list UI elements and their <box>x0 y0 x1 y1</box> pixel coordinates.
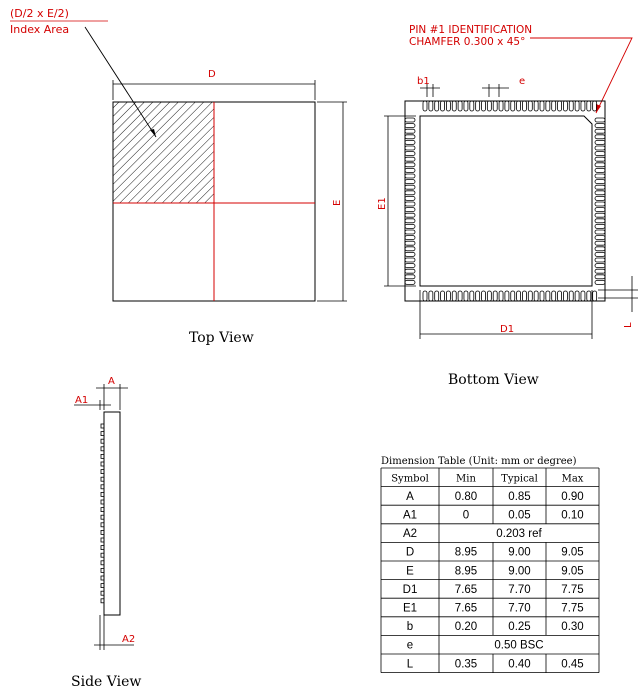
bottom-view-caption: Bottom View <box>448 372 539 388</box>
table-value-cell: 0.10 <box>561 509 584 522</box>
pad <box>405 219 415 223</box>
pad <box>476 291 480 301</box>
pad <box>595 174 605 178</box>
bottom-view-body <box>405 101 605 301</box>
pad <box>405 168 415 172</box>
pad <box>435 291 439 301</box>
pad <box>452 101 456 111</box>
table-symbol-cell: D1 <box>402 583 418 596</box>
table-symbol-cell: E <box>406 565 414 578</box>
pad <box>470 291 474 301</box>
table-value-cell: 0.30 <box>561 621 584 634</box>
pad <box>493 291 497 301</box>
pad <box>405 185 415 189</box>
table-value-cell: 9.00 <box>508 546 531 559</box>
table-symbol-cell: E1 <box>402 602 418 615</box>
pad <box>595 157 605 161</box>
pad <box>493 101 497 111</box>
pad <box>595 146 605 150</box>
pad <box>405 202 415 206</box>
pad <box>405 152 415 156</box>
table-header-cell: Typical <box>501 473 538 485</box>
pad <box>528 101 532 111</box>
pad <box>405 252 415 256</box>
pad <box>595 264 605 268</box>
pad <box>405 180 415 184</box>
pad <box>452 291 456 301</box>
pad <box>546 101 550 111</box>
pad <box>435 101 439 111</box>
pad <box>464 291 468 301</box>
table-title: Dimension Table (Unit: mm or degree) <box>381 456 577 467</box>
pad <box>405 275 415 279</box>
table-header-cell: Min <box>456 473 476 485</box>
dim-b1-label: b1 <box>417 76 430 87</box>
pad <box>595 129 605 133</box>
top-view <box>10 7 347 346</box>
pad <box>595 163 605 167</box>
dim-e1-label: E1 <box>377 197 388 210</box>
pad <box>429 101 433 111</box>
pad <box>405 196 415 200</box>
pad <box>487 101 491 111</box>
pad <box>405 258 415 262</box>
pad <box>595 140 605 144</box>
pad <box>595 252 605 256</box>
pad <box>595 230 605 234</box>
pad <box>522 101 526 111</box>
table-value-cell: 0.05 <box>508 509 531 522</box>
pad <box>482 101 486 111</box>
pad <box>595 219 605 223</box>
table-value-cell: 0.45 <box>561 658 584 671</box>
pad <box>595 180 605 184</box>
pad <box>405 129 415 133</box>
pad <box>552 291 556 301</box>
pad <box>595 241 605 245</box>
side-view-caption: Side View <box>71 674 142 690</box>
pad <box>595 135 605 139</box>
pad <box>446 291 450 301</box>
bottom-view <box>377 24 638 388</box>
pad <box>595 124 605 128</box>
pad <box>470 101 474 111</box>
table-value-cell: 7.65 <box>454 602 478 615</box>
table-value-cell: 7.75 <box>561 583 584 596</box>
pad <box>581 291 585 301</box>
side-view <box>71 376 141 690</box>
pad <box>446 101 450 111</box>
pad <box>595 213 605 217</box>
pin1-note-line2: CHAMFER 0.300 x 45° <box>409 36 526 48</box>
table-value-cell: 0 <box>462 509 470 522</box>
pad <box>405 124 415 128</box>
table-value-cell: 7.70 <box>508 602 531 615</box>
pad <box>405 135 415 139</box>
top-view-caption: Top View <box>189 330 254 346</box>
pad <box>405 236 415 240</box>
pad <box>487 291 491 301</box>
pad <box>581 101 585 111</box>
pad <box>569 101 573 111</box>
table-symbol-cell: A1 <box>402 509 418 522</box>
pad <box>595 280 605 284</box>
pad <box>517 101 521 111</box>
pad <box>458 291 462 301</box>
dim-e-pitch-label: e <box>519 76 526 87</box>
pad <box>511 291 515 301</box>
pads-right-column <box>595 118 605 284</box>
pad <box>405 247 415 251</box>
table-value-cell: 0.20 <box>454 621 478 634</box>
table-symbol-cell: L <box>406 658 414 671</box>
pad <box>528 291 532 301</box>
pad <box>505 101 509 111</box>
table-value-cell: 7.75 <box>561 602 584 615</box>
pad <box>587 291 591 301</box>
index-area-hatch <box>113 102 214 203</box>
pad <box>595 196 605 200</box>
pad <box>441 101 445 111</box>
pad <box>405 280 415 284</box>
pad <box>595 191 605 195</box>
pad <box>595 208 605 212</box>
pad <box>405 264 415 268</box>
table-value-cell: 8.95 <box>454 565 478 578</box>
pad <box>405 140 415 144</box>
table-value-cell: 0.85 <box>508 490 531 503</box>
pad <box>429 291 433 301</box>
dim-a1-label: A1 <box>75 395 89 406</box>
pad <box>517 291 521 301</box>
pad <box>595 258 605 262</box>
pads-top-row <box>423 101 597 111</box>
pad <box>405 191 415 195</box>
table-value-cell: 9.05 <box>561 546 584 559</box>
pad <box>441 291 445 301</box>
dim-l-label: L <box>623 322 634 328</box>
pad <box>595 152 605 156</box>
pad <box>595 275 605 279</box>
table-value-cell: 9.00 <box>508 565 531 578</box>
table-header-cell: Symbol <box>391 473 429 485</box>
pad <box>405 230 415 234</box>
dimension-table <box>381 456 599 673</box>
pad <box>405 208 415 212</box>
table-value-cell: 0.35 <box>454 658 478 671</box>
pad <box>595 224 605 228</box>
table-symbol-cell: A <box>406 490 414 503</box>
index-note-line1: (D/2 x E/2) <box>10 7 69 20</box>
pad <box>423 101 427 111</box>
pad <box>405 174 415 178</box>
pad <box>595 185 605 189</box>
pad <box>540 291 544 301</box>
pad <box>558 101 562 111</box>
pad <box>499 291 503 301</box>
pad <box>482 291 486 301</box>
pad <box>405 118 415 122</box>
pad <box>458 101 462 111</box>
pad <box>575 101 579 111</box>
pad <box>405 213 415 217</box>
pad <box>595 168 605 172</box>
dim-e-label: E <box>332 199 343 206</box>
pad <box>505 291 509 301</box>
pad <box>464 101 468 111</box>
pad <box>569 291 573 301</box>
pad <box>575 291 579 301</box>
table-span-cell: 0.203 ref <box>496 528 542 541</box>
exposed-pad <box>420 116 592 286</box>
table-value-cell: 0.40 <box>508 658 531 671</box>
dim-a-label: A <box>108 376 115 387</box>
dim-d-label: D <box>208 69 216 80</box>
table-header-cell: Max <box>561 473 584 485</box>
table-value-cell: 0.90 <box>561 490 584 503</box>
pad <box>595 118 605 122</box>
pad <box>595 269 605 273</box>
dim-a2-label: A2 <box>122 634 136 645</box>
pad <box>563 101 567 111</box>
table-span-cell: 0.50 BSC <box>494 639 544 652</box>
pad <box>405 157 415 161</box>
pad <box>595 236 605 240</box>
pad <box>405 163 415 167</box>
pad <box>405 269 415 273</box>
table-value-cell: 0.80 <box>454 490 478 503</box>
pad <box>595 247 605 251</box>
pad <box>587 101 591 111</box>
side-view-body <box>104 412 120 615</box>
pad <box>499 101 503 111</box>
table-symbol-cell: e <box>406 639 414 652</box>
pads-bottom-row <box>423 291 597 301</box>
pad <box>423 291 427 301</box>
table-value-cell: 7.65 <box>454 583 478 596</box>
pad <box>552 101 556 111</box>
table-value-cell: 9.05 <box>561 565 584 578</box>
pad <box>511 101 515 111</box>
pad <box>540 101 544 111</box>
table-symbol-cell: A2 <box>402 528 418 541</box>
pad <box>534 291 538 301</box>
pad <box>546 291 550 301</box>
pad <box>405 241 415 245</box>
pad <box>522 291 526 301</box>
pad <box>534 101 538 111</box>
table-value-cell: 8.95 <box>454 546 478 559</box>
pad <box>405 224 415 228</box>
pad <box>476 101 480 111</box>
pin1-note-line1: PIN #1 IDENTIFICATION <box>409 24 533 36</box>
pad <box>563 291 567 301</box>
pad <box>405 146 415 150</box>
index-note-line2: Index Area <box>10 23 70 36</box>
table-text <box>391 473 584 670</box>
pad <box>558 291 562 301</box>
table-value-cell: 7.70 <box>508 583 531 596</box>
pad <box>595 202 605 206</box>
dim-d1-label: D1 <box>500 324 515 335</box>
pads-left-column <box>405 118 415 284</box>
table-symbol-cell: b <box>406 621 414 634</box>
table-symbol-cell: D <box>405 546 415 559</box>
pad <box>593 291 597 301</box>
table-value-cell: 0.25 <box>508 621 531 634</box>
